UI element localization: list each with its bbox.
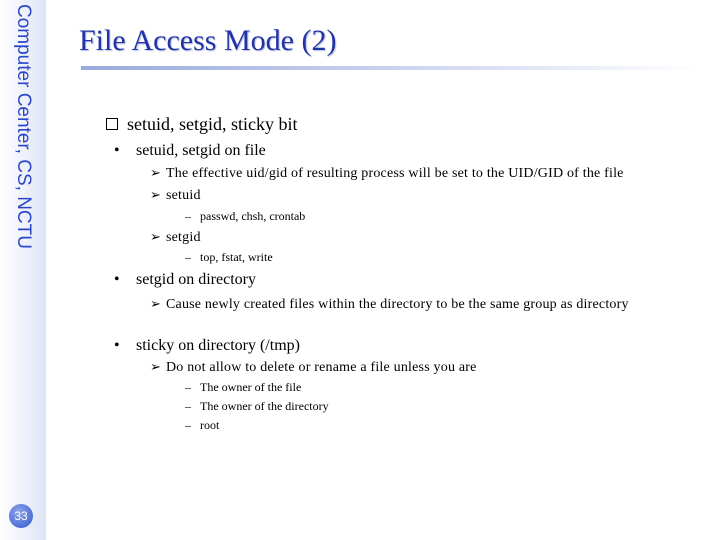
dash-bullet-icon: – <box>185 209 191 223</box>
dash-bullet-icon: – <box>185 380 191 394</box>
dot-bullet-icon: • <box>114 271 120 288</box>
list-item: ➢ setgid <box>150 229 201 245</box>
section-label: • sticky on directory (/tmp) <box>114 337 300 354</box>
list-item: ➢ Do not allow to delete or rename a file unless you are <box>150 359 477 375</box>
sub-item: – root <box>185 418 220 432</box>
sub-item: – The owner of the file <box>185 380 302 394</box>
sub-item: – The owner of the directory <box>185 399 329 413</box>
dash-bullet-icon: – <box>185 418 191 432</box>
checkbox-bullet-icon <box>106 118 118 130</box>
org-label: Computer Center, CS, NCTU <box>13 4 34 249</box>
sub-item: – passwd, chsh, crontab <box>185 209 306 223</box>
sidebar <box>0 0 46 540</box>
list-item: ➢ Cause newly created files within the directory to be the same group as directory <box>150 296 629 312</box>
page-number-badge: 33 <box>9 504 33 528</box>
arrow-bullet-icon: ➢ <box>150 359 162 374</box>
slide-title: File Access Mode (2) <box>79 24 337 57</box>
list-item: ➢ The effective uid/gid of resulting process will be set to the UID/GID of the file <box>150 165 624 181</box>
dot-bullet-icon: • <box>114 337 120 354</box>
dash-bullet-icon: – <box>185 399 191 413</box>
arrow-bullet-icon: ➢ <box>150 229 162 244</box>
arrow-bullet-icon: ➢ <box>150 165 162 180</box>
section-label: • setgid on directory <box>114 271 256 288</box>
heading-text: setuid, setgid, sticky bit <box>127 114 298 134</box>
arrow-bullet-icon: ➢ <box>150 187 162 202</box>
heading-bullet <box>106 114 298 135</box>
sub-item: – top, fstat, write <box>185 250 273 264</box>
list-item: ➢ setuid <box>150 187 201 203</box>
section-label: • setuid, setgid on file <box>114 142 266 159</box>
dot-bullet-icon: • <box>114 142 120 159</box>
title-divider <box>81 66 701 70</box>
dash-bullet-icon: – <box>185 250 191 264</box>
arrow-bullet-icon: ➢ <box>150 296 162 311</box>
